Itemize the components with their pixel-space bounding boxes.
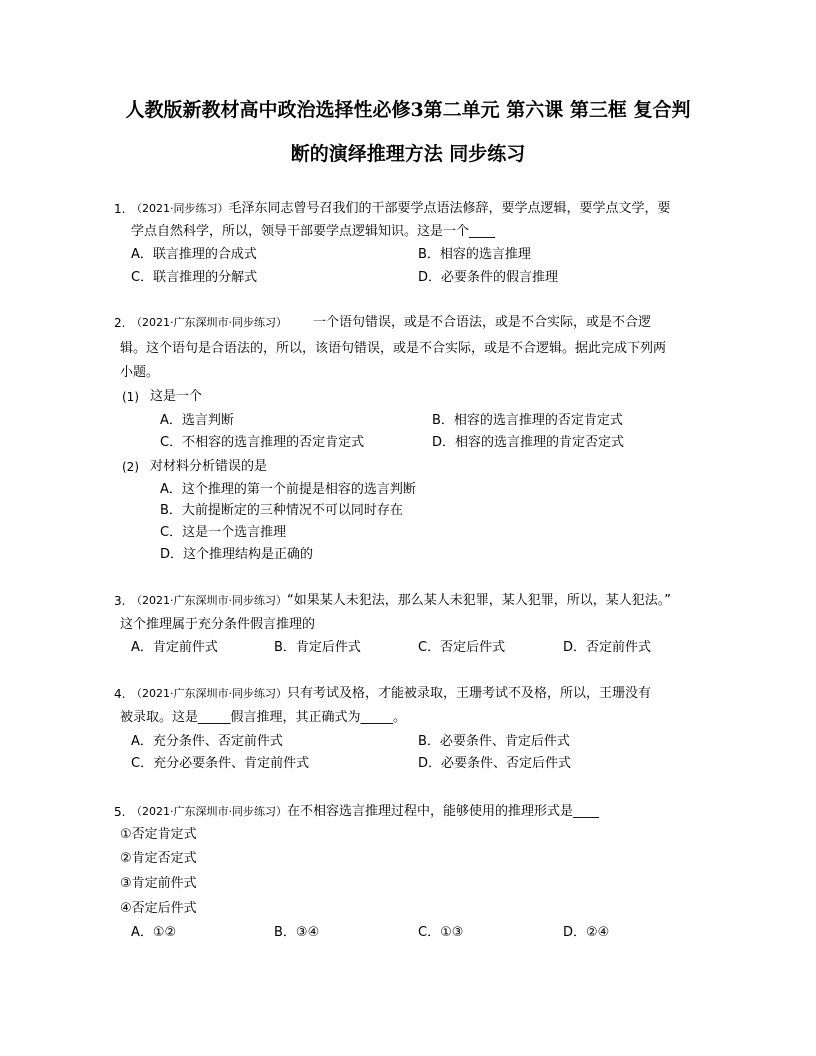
option-b: B．相容的选言推理 [418, 247, 531, 262]
list-item: ①否定肯定式 [120, 827, 197, 842]
question-stem-text: 毛泽东同志曾号召我们的干部要学点语法修辞，要学点逻辑，要学点文学，要 [228, 201, 671, 216]
option-b: B．大前提断定的三种情况不可以同时存在 [160, 503, 403, 518]
list-item: ④否定后件式 [120, 901, 197, 916]
question-stem-text: “如果某人未犯法，那么某人未犯罪，某人犯罪，所以，某人犯法。” [287, 593, 671, 608]
question-stem-line: 被录取。这是_____假言推理，其正确式为_____。 [120, 710, 407, 725]
option-c: C．联言推理的分解式 [131, 270, 258, 285]
option-b: B．③④ [274, 925, 320, 940]
option-c: C．这是一个选言推理 [160, 525, 287, 540]
option-a: A．这个推理的第一个前提是相容的选言判断 [160, 482, 416, 497]
question-stem-line: 小题。 [120, 365, 160, 380]
option-c: C．不相容的选言推理的否定肯定式 [160, 435, 365, 450]
option-b: B．肯定后件式 [274, 640, 361, 655]
question-source: （2021·广东深圳市·同步练习） [131, 594, 287, 607]
question-stem-line [131, 591, 671, 611]
option-a: A．联言推理的合成式 [131, 247, 257, 262]
list-item: ②肯定否定式 [120, 851, 197, 866]
question-source: （2021·同步练习） [131, 202, 229, 215]
sub-question-label: (1) [122, 390, 139, 404]
sub-question-text: 这是一个 [150, 389, 203, 404]
sub-question-text: 对材料分析错误的是 [150, 459, 268, 474]
option-b: B．相容的选言推理的否定肯定式 [432, 413, 623, 428]
question-number: 4. [114, 687, 126, 701]
option-a: A．肯定前件式 [131, 640, 218, 655]
sub-question-label: (2) [122, 460, 139, 474]
option-d: D．必要条件的假言推理 [418, 270, 559, 285]
question-number: 3. [114, 594, 126, 608]
option-d: D．必要条件、否定后件式 [418, 756, 572, 771]
option-a: A．充分条件、否定前件式 [131, 734, 283, 749]
question-source: （2021·广东深圳市·同步练习） [131, 316, 287, 329]
question-stem-line [131, 684, 651, 704]
question-number: 1. [114, 202, 126, 216]
option-d: D．这个推理结构是正确的 [160, 547, 314, 562]
option-a: A．①② [131, 925, 177, 940]
list-item: ③肯定前件式 [120, 876, 197, 891]
option-a: A．选言判断 [160, 413, 234, 428]
question-stem-line [131, 199, 671, 219]
question-stem-line: 学点自然科学，所以，领导干部要学点逻辑知识。这是一个____ [131, 224, 496, 239]
question-stem-line: 这个推理属于充分条件假言推理的 [120, 617, 316, 632]
option-d: D．相容的选言推理的肯定否定式 [432, 435, 625, 450]
option-c: C．充分必要条件、肯定前件式 [131, 756, 310, 771]
question-source: （2021·广东深圳市·同步练习） [131, 805, 287, 818]
question-stem-line: 辑。这个语句是合语法的，所以，该语句错误，或是不合实际，或是不合逻辑。据此完成下列两 [120, 341, 667, 356]
option-b: B．必要条件、肯定后件式 [418, 734, 570, 749]
document-title-line-1: 人教版新教材高中政治选择性必修3第二单元 第六课 第三框 复合判 [125, 99, 691, 121]
option-c: C．①③ [418, 925, 464, 940]
document-title-line-2: 断的演绎推理方法 同步练习 [290, 143, 526, 165]
question-source: （2021·广东深圳市·同步练习） [131, 687, 287, 700]
question-stem-text: 在不相容选言推理过程中，能够使用的推理形式是____ [287, 804, 600, 819]
question-number: 5. [114, 805, 126, 819]
option-c: C．否定后件式 [418, 640, 506, 655]
question-stem-text: 一个语句错误，或是不合语法，或是不合实际，或是不合逻 [313, 315, 652, 330]
question-stem-text: 只有考试及格，才能被录取，王珊考试不及格，所以，王珊没有 [287, 686, 652, 701]
option-d: D．否定前件式 [563, 640, 652, 655]
question-stem-line [131, 313, 651, 333]
question-number: 2. [114, 316, 126, 330]
question-stem-line [131, 802, 599, 822]
option-d: D．②④ [563, 925, 610, 940]
